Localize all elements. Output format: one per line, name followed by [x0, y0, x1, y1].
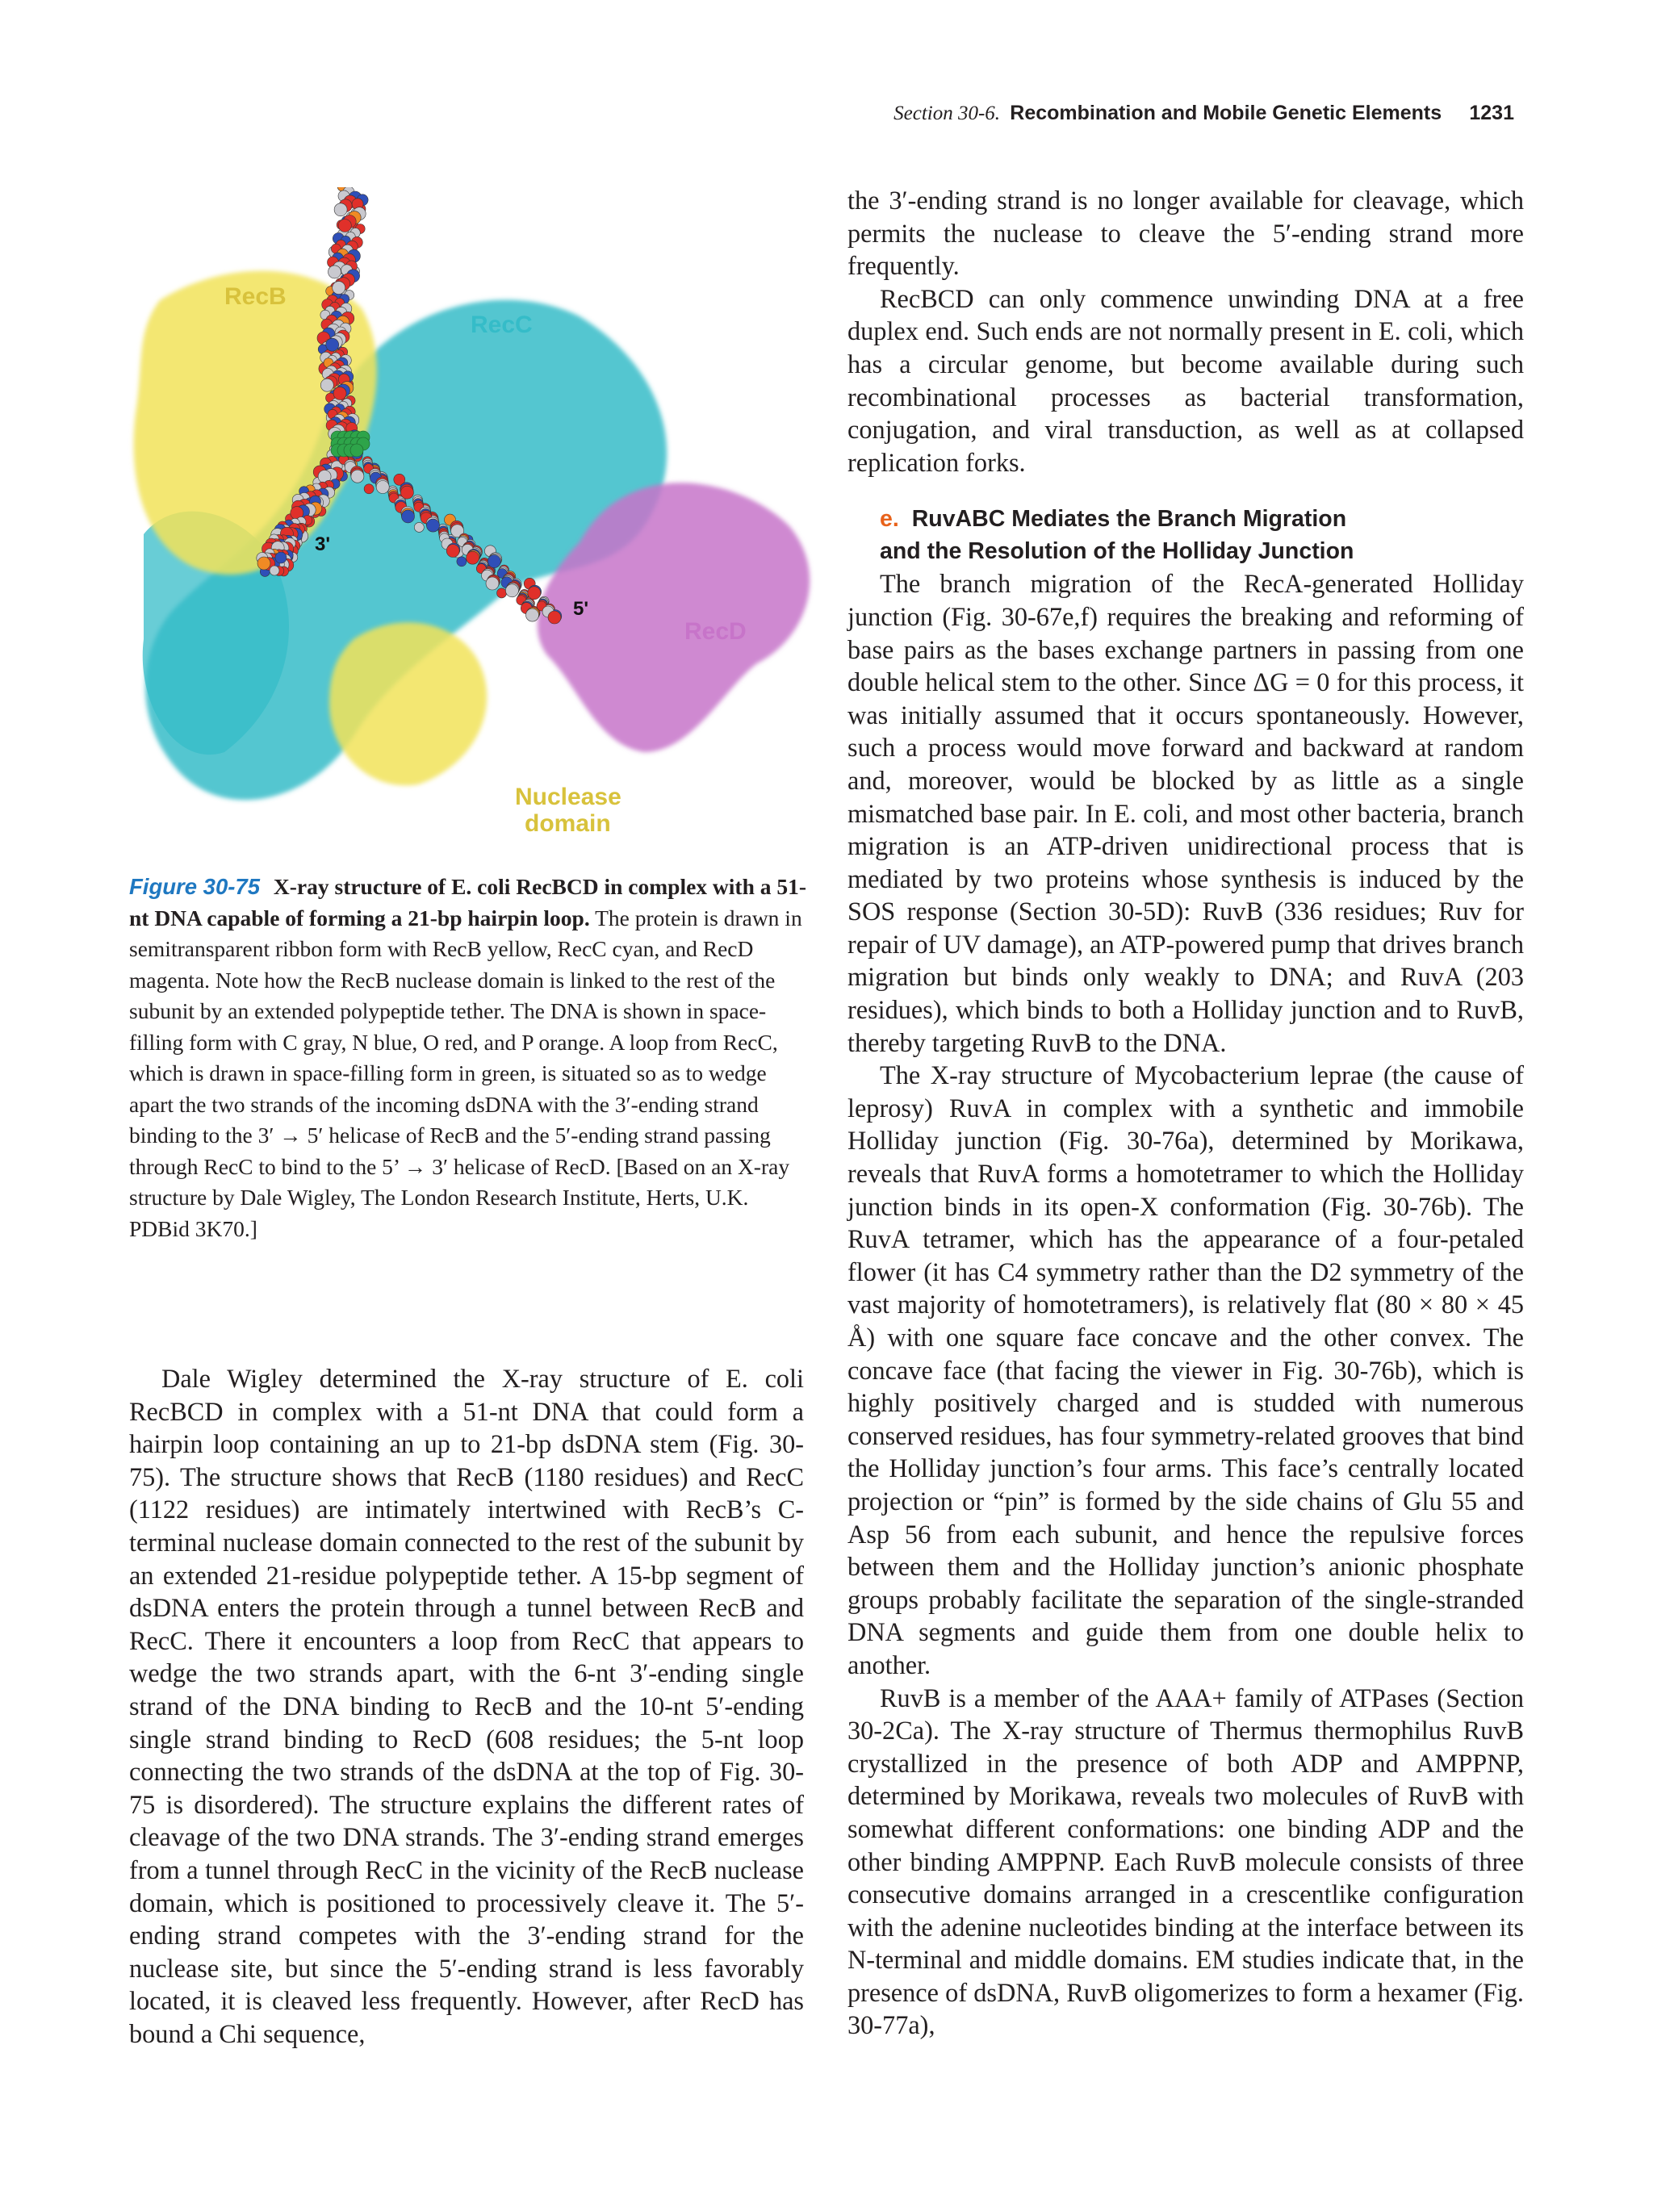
- dna-atom: [257, 557, 270, 570]
- paragraph: The X-ray structure of Mycobacterium leprae (the cause of leprosy) RuvA in complex with a synthetic and immobile Holliday junction (Fig. 30-76a), determined by Morikawa, reveals that RuvA forms a homotetramer to which the Holliday junction binds in its open-X conformation (Fig. 30-76b). The RuvA tetramer, which has the appearance of a four-petaled flower (it has C4 symmetry rather than the D2 symmetry of the vast majority of homotetramers), is relatively flat (80 × 80 × 45 Å) with one square face concave and the other convex. The concave face (that facing the viewer in Fig. 30-76b), which is highly positively charged and is studded with numerous conserved residues, has four symmetry-related grooves that bind the Holliday junction’s four arms. This face’s centrally located projection or “pin” is formed by the side chains of Glu 55 and Asp 56 from each subunit, and hence the repulsive forces between them and the Holliday junction’s anionic phosphate groups probably facilitate the separation of the single-stranded DNA segments and guide them from one double helix to another.: [847, 1060, 1524, 1679]
- dna-atom: [326, 338, 339, 351]
- dna-atom: [338, 220, 351, 232]
- recbcd-structure-illustration: [128, 187, 818, 881]
- dna-atom: [528, 587, 541, 600]
- right-column: [847, 184, 1524, 2042]
- dna-atom: [548, 611, 561, 624]
- recc-loop-atom: [350, 444, 363, 457]
- dna-atom: [427, 519, 440, 532]
- dna-atom: [275, 552, 287, 563]
- left-column: [129, 1362, 804, 2050]
- recb-label: RecB: [224, 283, 287, 310]
- dna-atom: [497, 588, 507, 598]
- dna-atom: [400, 486, 413, 499]
- dna-atom: [334, 203, 347, 216]
- figure-caption: [129, 872, 807, 1244]
- figure-number: Figure 30-75: [129, 874, 261, 899]
- three-prime-label: 3': [315, 533, 331, 555]
- subheading-letter: e.: [880, 506, 899, 533]
- paragraph: RecBCD can only commence unwinding DNA at a free duplex end. Such ends are not normally present in E. coli, which has a circular genome, but become available during such recombinational processes as bacterial transformation, conjugation, and viral transduction, as well as at collapsed replication forks.: [847, 283, 1524, 477]
- subheading-line-1: RuvABC Mediates the Branch Migration: [911, 506, 1347, 533]
- paragraph: RuvB is a member of the AAA+ family of ATPases (Section 30-2Ca). The X-ray structure of Thermus thermophilus RuvB crystallized in the presence of both ADP and AMPPNP, determined by Morikawa, reveals two molecules of RuvB with somewhat different conformations: one binding ADP and the other binding AMPPNP. Each RuvB molecule consists of three consecutive domains arranged in a crescentlike configuration with the adenine nucleotides binding at the interface between its N-terminal and middle domains. EM studies indicate that, in the presence of dsDNA, RuvB oligomerizes to form a hexamer (Fig. 30-77a),: [847, 1683, 1524, 2040]
- dna-atom: [376, 481, 389, 494]
- page-number: 1231: [1469, 102, 1514, 124]
- running-head-title: Recombination and Mobile Genetic Elements: [1010, 102, 1442, 124]
- dna-atom: [486, 577, 499, 590]
- dna-atom: [467, 551, 479, 564]
- dna-atom: [329, 266, 341, 278]
- dna-atom: [488, 555, 500, 568]
- nuclease-label: Nuclease: [515, 784, 621, 810]
- dna-atom: [457, 557, 467, 567]
- recd-label: RecD: [684, 618, 747, 645]
- dna-atom: [446, 545, 459, 558]
- dna-atom: [270, 566, 279, 575]
- recc-label: RecC: [471, 312, 533, 338]
- paragraph: Dale Wigley determined the X-ray structure of E. coli RecBCD in complex with a 51-nt DNA that could form a hairpin loop containing an up to 21-bp dsDNA stem (Fig. 30-75). The structure shows that RecB (1180 residues) and RecC (1122 residues) are intimately intertwined with RecB’s C-terminal nuclease domain connected to the rest of the subunit by an extended 21-residue polypeptide tether. A 15-bp segment of dsDNA enters the protein through a tunnel between RecB and RecC. There it encounters a loop from RecC that appears to wedge the two strands apart, with the 6-nt 3′-ending single strand of the DNA binding to RecB and the 10-nt 5′-ending single strand binding to RecD (608 residues; the 5-nt loop connecting the two strands of the dsDNA at the top of Fig. 30-75 is disordered). The structure explains the different rates of cleavage of the two DNA strands. The 3′-ending strand emerges from a tunnel through RecC in the vicinity of the RecB nuclease domain, which is positioned to processively cleave it. The 5′-ending strand competes with the 3′-ending strand for the nuclease site, but since the 5′-ending strand is less favorably located, it is cleaved less frequently. However, after RecD has bound a Chi sequence,: [129, 1364, 804, 2048]
- dna-atom: [333, 282, 345, 295]
- paragraph: The branch migration of the RecA-generated Holliday junction (Fig. 30-67e,f) requires the breaking and reforming of base pairs as the bases exchange partners in passing from one double helical stem to the other. Since ΔG = 0 for this process, it was initially assumed that it occurs spontaneously. However, such a process would move forward and backward at random and, moreover, would be blocked by as little as a single mismatched base pair. In E. coli, and most other bacteria, branch migration is an ATP-driven unidirectional process that is mediated by two proteins whose synthesis is induced by the SOS response (Section 30-5D): RuvB (336 residues; Ruv for repair of UV damage), an ATP-powered pump that drives branch migration but binds only weakly to DNA; and RuvA (203 residues), which binds to both a Holliday junction and to RuvB, thereby targeting RuvB to the DNA.: [847, 569, 1524, 1057]
- dna-atom: [333, 387, 346, 399]
- figure-caption-body: The protein is drawn in semitransparent ribbon form with RecB yellow, RecC cyan, and RecD magenta. Note how the RecB nuclease domain is linked to the rest of the subunit by an extended polypeptide tether. The DNA is shown in space-filling form with C gray, N blue, O red, and P orange. A loop from RecC, which is drawn in space-filling form in green, is situated so as to wedge apart the two strands of the incoming dsDNA with the 3′-ending strand binding to the 3′ → 5′ helicase of RecB and the 5′-ending strand passing through RecC to bind to the 5’ → 3′ helicase of RecD. [Based on an X-ray structure by Dale Wigley, The London Research Institute, Herts, U.K. PDBid 3K70.]: [129, 905, 802, 1241]
- figure-30-75: [128, 187, 818, 881]
- section-subheading: [847, 503, 1524, 567]
- dna-atom: [402, 510, 415, 523]
- dna-atom: [505, 584, 518, 597]
- dna-atom: [364, 484, 374, 494]
- dna-atom: [526, 608, 539, 621]
- domain-label: domain: [525, 810, 611, 837]
- dna-atom: [414, 522, 424, 532]
- subheading-line-2: and the Resolution of the Holliday Junction: [880, 538, 1354, 565]
- running-head: [893, 102, 1514, 125]
- figure-caption-title: X-ray structure of E. coli RecBCD in complex with a 51-nt DNA capable of forming a 21-bp hairpin loop.: [129, 874, 807, 930]
- paragraph: the 3′-ending strand is no longer available for cleavage, which permits the nuclease to cleave the 5′-ending strand more frequently.: [847, 186, 1524, 281]
- running-head-section: Section 30-6.: [893, 102, 1001, 124]
- dna-atom: [320, 378, 333, 391]
- five-prime-label: 5': [573, 598, 589, 620]
- dna-atom: [351, 470, 364, 483]
